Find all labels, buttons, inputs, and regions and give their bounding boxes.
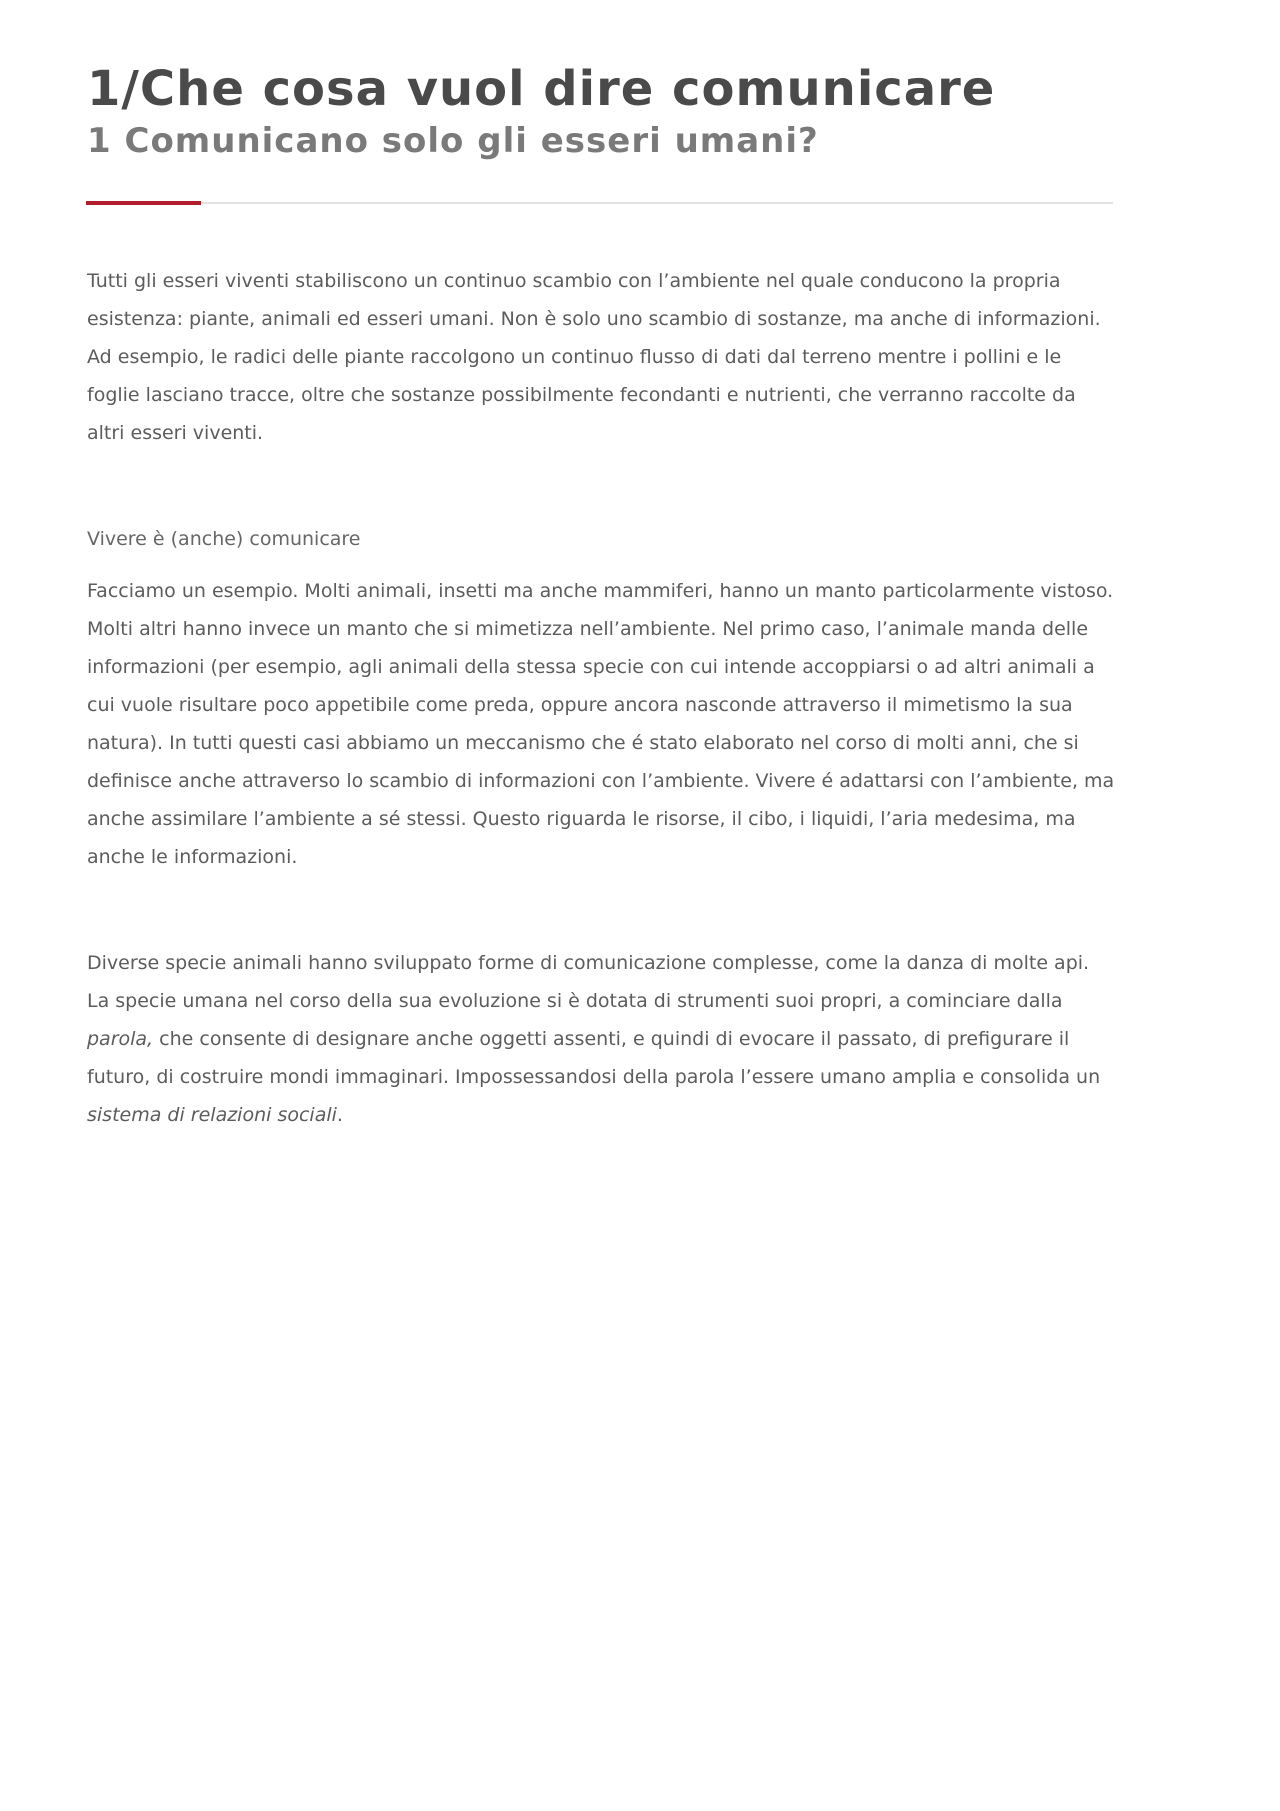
paragraph-language-part2: che consente di designare anche oggetti assenti, e quindi di evocare il passato, di prefigurare il futuro, di costruire mondi immaginari. Impossessandosi della parola l’essere umano amplia e consolida un: [87, 1028, 1101, 1088]
paragraph-example: Facciamo un esempio. Molti animali, insetti ma anche mammiferi, hanno un manto particolarmente vistoso. Molti altri hanno invece un manto che si mimetizza nell’ambiente. Nel primo caso, l’animale manda delle informazioni (per esempio, agli animali della stessa specie con cui intende accoppiarsi o ad altri animali a cui vuole risultare poco appetibile come preda, oppure ancora nasconde attraverso il mimetismo la sua natura). In tutti questi casi abbiamo un meccanismo che é stato elaborato nel corso di molti anni, che si definisce anche attraverso lo scambio di informazioni con l’ambiente. Vivere é adattarsi con l’ambiente, ma anche assimilare l’ambiente a sé stessi. Questo riguarda le risorse, il cibo, i liquidi, l’aria medesima, ma anche le informazioni.: [87, 580, 1115, 868]
divider-accent: [86, 201, 201, 205]
emphasis-sistema-relazioni: sistema di relazioni sociali: [87, 1104, 337, 1126]
paragraph-intro: Tutti gli esseri viventi stabiliscono un continuo scambio con l’ambiente nel quale conducono la propria esistenza: piante, animali ed esseri umani. Non è solo uno scambio di sostanze, ma anche di informazioni. Ad esempio, le radici delle piante raccolgono un continuo flusso di dati dal terreno mentre i pollini e le foglie lasciano tracce, oltre che sostanze possibilmente fecondanti e nutrienti, che verranno raccolte da altri esseri viventi.: [87, 270, 1101, 444]
emphasis-parola: parola,: [87, 1028, 154, 1050]
section-heading: Vivere è (anche) comunicare: [87, 528, 361, 550]
divider: [86, 202, 1113, 204]
content: [87, 262, 1117, 1134]
page-subtitle: 1 Comunicano solo gli esseri umani?: [87, 121, 819, 162]
paragraph-language-part3: .: [336, 1104, 343, 1126]
page-title: 1/Che cosa vuol dire comunicare: [87, 61, 996, 117]
paragraph-language: [87, 944, 1117, 1134]
header: [87, 62, 1113, 162]
paragraph-language-part1: Diverse specie animali hanno sviluppato forme di comunicazione complesse, come la danza di molte api. La specie umana nel corso della sua evoluzione si è dotata di strumenti suoi propri, a cominciare dalla: [87, 952, 1090, 1012]
